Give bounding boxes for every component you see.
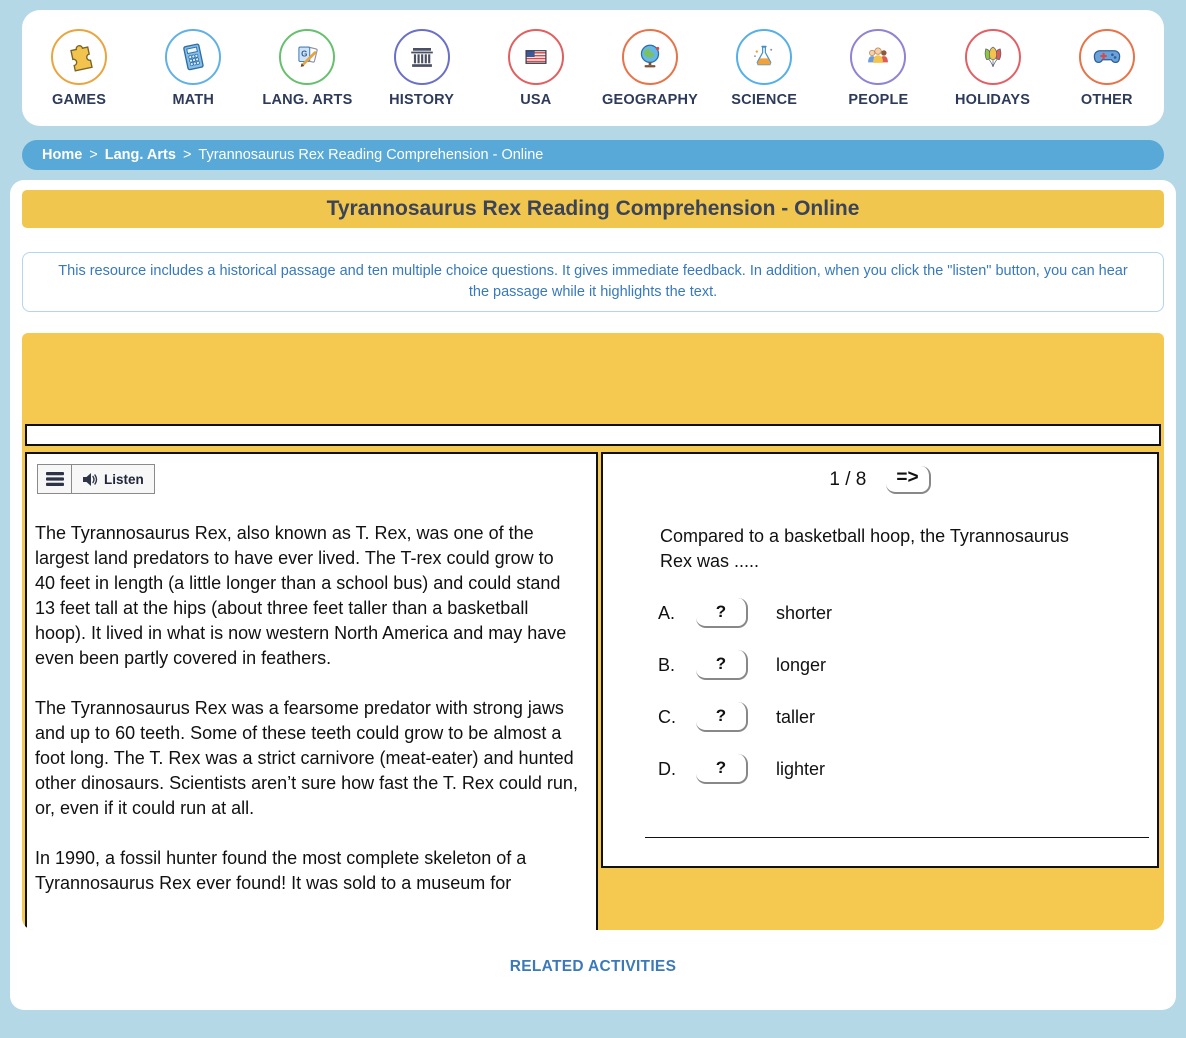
controller-icon <box>1079 29 1135 85</box>
nav-label: MATH <box>172 91 215 108</box>
passage-paragraph: The Tyrannosaurus Rex, also known as T. Rex, was one of the largest land predators to have ever lived. The T-rex could grow to 40 feet in length (a little longer than a school bus) and could stand 13 feet tall at the hips (about three feet taller than a basketball hoop). It lived in what is now western North America and may have even been partly covered in feathers. <box>35 523 567 668</box>
nav-label: GAMES <box>52 91 107 108</box>
quiz-header <box>603 466 1157 494</box>
main-card <box>10 180 1176 1010</box>
us-flag-icon <box>508 29 564 85</box>
choice-row-b <box>658 650 1157 680</box>
activity-widget <box>22 333 1164 930</box>
choice-a-button[interactable]: ? <box>696 598 748 628</box>
nav-item-usa[interactable] <box>481 29 591 108</box>
choice-letter: A. <box>658 602 676 623</box>
listen-toolbar <box>37 464 155 494</box>
resource-description-box <box>22 252 1164 312</box>
nav-label: LANG. ARTS <box>262 91 353 108</box>
nav-item-lang-arts[interactable] <box>252 29 362 108</box>
next-question-button[interactable]: => <box>886 466 930 494</box>
page-title-bar <box>22 190 1164 228</box>
top-nav <box>22 10 1164 126</box>
nav-item-games[interactable] <box>24 29 134 108</box>
nav-label: USA <box>520 91 552 108</box>
passage-panel <box>25 452 598 930</box>
choice-letter: B. <box>658 654 676 675</box>
breadcrumb <box>22 140 1164 170</box>
nav-label: PEOPLE <box>848 91 909 108</box>
question-progress: 1 / 8 <box>829 469 867 490</box>
museum-icon <box>394 29 450 85</box>
choice-row-c <box>658 702 1157 732</box>
listen-button-label: Listen <box>104 471 144 487</box>
breadcrumb-home-link[interactable]: Home <box>42 147 83 163</box>
flask-icon <box>736 29 792 85</box>
reading-passage <box>35 521 578 896</box>
speaker-icon <box>82 472 98 487</box>
nav-item-people[interactable] <box>823 29 933 108</box>
nav-label: HOLIDAYS <box>954 91 1031 108</box>
breadcrumb-section-link[interactable]: Lang. Arts <box>104 147 176 163</box>
nav-label: HISTORY <box>389 91 455 108</box>
question-text: Compared to a basketball hoop, the Tyrannosaurus Rex was ..... <box>660 526 1069 571</box>
choice-label: longer <box>776 654 827 675</box>
choice-label: shorter <box>776 602 833 623</box>
breadcrumb-current: Tyrannosaurus Rex Reading Comprehension - Online <box>198 147 544 163</box>
nav-label: SCIENCE <box>731 91 798 108</box>
menu-button[interactable] <box>37 464 71 494</box>
svg-text:G: G <box>301 49 308 59</box>
globe-icon <box>622 29 678 85</box>
nav-item-history[interactable] <box>367 29 477 108</box>
related-activities-link[interactable]: RELATED ACTIVITIES <box>509 958 677 975</box>
nav-item-science[interactable] <box>709 29 819 108</box>
quiz-divider <box>645 837 1149 838</box>
listen-button[interactable] <box>71 464 155 494</box>
people-icon <box>850 29 906 85</box>
choice-letter: C. <box>658 706 676 727</box>
choice-row-a <box>658 598 1157 628</box>
choice-label: lighter <box>776 758 826 779</box>
nav-item-holidays[interactable] <box>938 29 1048 108</box>
answer-choices <box>658 598 1157 784</box>
nav-item-other[interactable] <box>1052 29 1162 108</box>
resource-description: This resource includes a historical passage and ten multiple choice questions. It gives immediate feedback. In addition, when you click the "listen" button, you can hear the passage while it highlights the text. <box>58 263 1128 300</box>
choice-b-button[interactable]: ? <box>696 650 748 680</box>
hamburger-icon <box>46 472 64 486</box>
choice-c-button[interactable]: ? <box>696 702 748 732</box>
puzzle-icon <box>51 29 107 85</box>
calculator-icon <box>165 29 221 85</box>
book-pencil-icon <box>279 29 335 85</box>
breadcrumb-separator: > <box>89 147 98 163</box>
page-title: Tyrannosaurus Rex Reading Comprehension - Online <box>326 197 860 220</box>
highlight-bar <box>25 424 1161 446</box>
nav-label: OTHER <box>1080 91 1133 108</box>
choice-d-button[interactable]: ? <box>696 754 748 784</box>
passage-paragraph: In 1990, a fossil hunter found the most complete skeleton of a Tyrannosaurus Rex ever found! It was sold to a museum for <box>35 848 527 893</box>
choice-label: taller <box>776 706 816 727</box>
nav-item-geography[interactable] <box>595 29 705 108</box>
leaves-icon <box>965 29 1021 85</box>
nav-item-math[interactable] <box>138 29 248 108</box>
choice-letter: D. <box>658 758 676 779</box>
passage-paragraph: The Tyrannosaurus Rex was a fearsome predator with strong jaws and up to 60 teeth. Some of these teeth could grow to be almost a foot long. The T. Rex was a strict carnivore (meat-eater) and hunted other dinosaurs. Scientists aren’t sure how fast the T. Rex could run, or, even if it could run at all. <box>35 698 578 818</box>
nav-label: GEOGRAPHY <box>601 91 699 108</box>
quiz-panel <box>601 452 1159 868</box>
choice-row-d <box>658 754 1157 784</box>
breadcrumb-separator: > <box>182 147 192 163</box>
